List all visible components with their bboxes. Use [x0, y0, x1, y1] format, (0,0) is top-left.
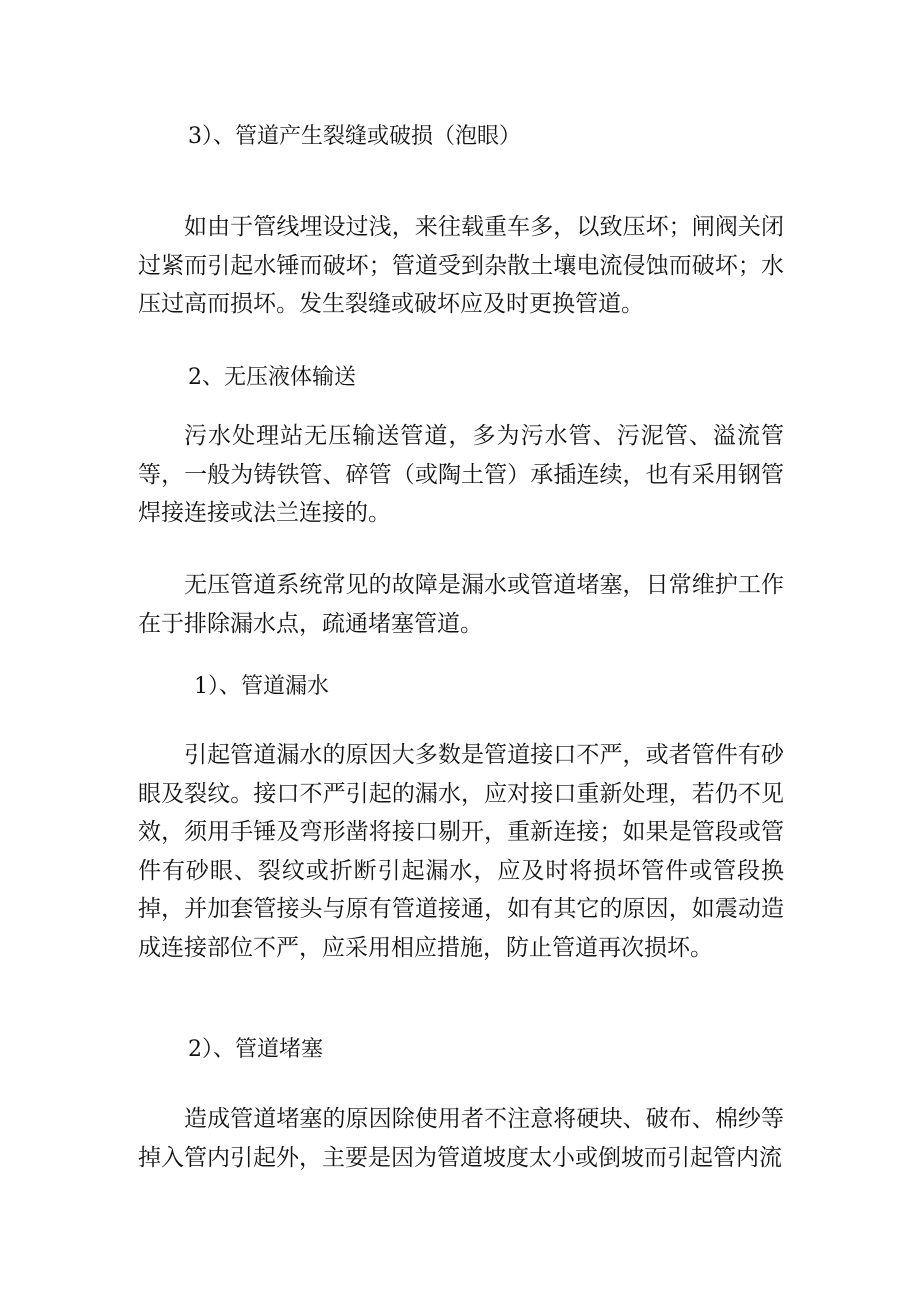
paragraph-pipe-leak-causes: 引起管道漏水的原因大多数是管道接口不严，或者管件有砂眼及裂纹。接口不严引起的漏水，应对接口重新处理，若仍不见效，须用手锤及弯形凿将接口剔开，重新连接；如果是管段或管件有砂眼、裂纹或折断引起漏水，应及时将损坏管件或管段换掉，并加套管接头与原有管道接通，如有其它的原因，如震动造成连接部位不严，应采用相应措施，防止管道再次损坏。 [138, 742, 784, 961]
section-heading-unpressurized-transport: 2、无压液体输送 [188, 365, 356, 390]
paragraph-pipe-blockage-causes: 造成管道堵塞的原因除使用者不注意将硬块、破布、棉纱等掉入管内引起外，主要是因为管道坡度太小或倒坡而引起管内流 [138, 1106, 784, 1171]
section-heading-pipe-leak: 1）、管道漏水 [194, 674, 329, 699]
paragraph-unpressurized-pipes: 污水处理站无压输送管道，多为污水管、污泥管、溢流管等，一般为铸铁管、碎管（或陶土管）承插连续，也有采用钢管焊接连接或法兰连接的。 [138, 423, 784, 526]
paragraph-pipe-crack-causes: 如由于管线埋设过浅，来往载重车多，以致压坏；闸阀关闭过紧而引起水锤而破坏；管道受到杂散土壤电流侵蚀而破坏；水压过高而损坏。发生裂缝或破坏应及时更换管道。 [138, 214, 784, 317]
section-heading-pipe-blockage: 2）、管道堵塞 [188, 1037, 323, 1062]
paragraph-common-faults: 无压管道系统常见的故障是漏水或管道堵塞，日常维护工作在于排除漏水点，疏通堵塞管道。 [138, 572, 784, 637]
section-heading-pipe-crack: 3）、管道产生裂缝或破损（泡眼） [188, 124, 521, 149]
